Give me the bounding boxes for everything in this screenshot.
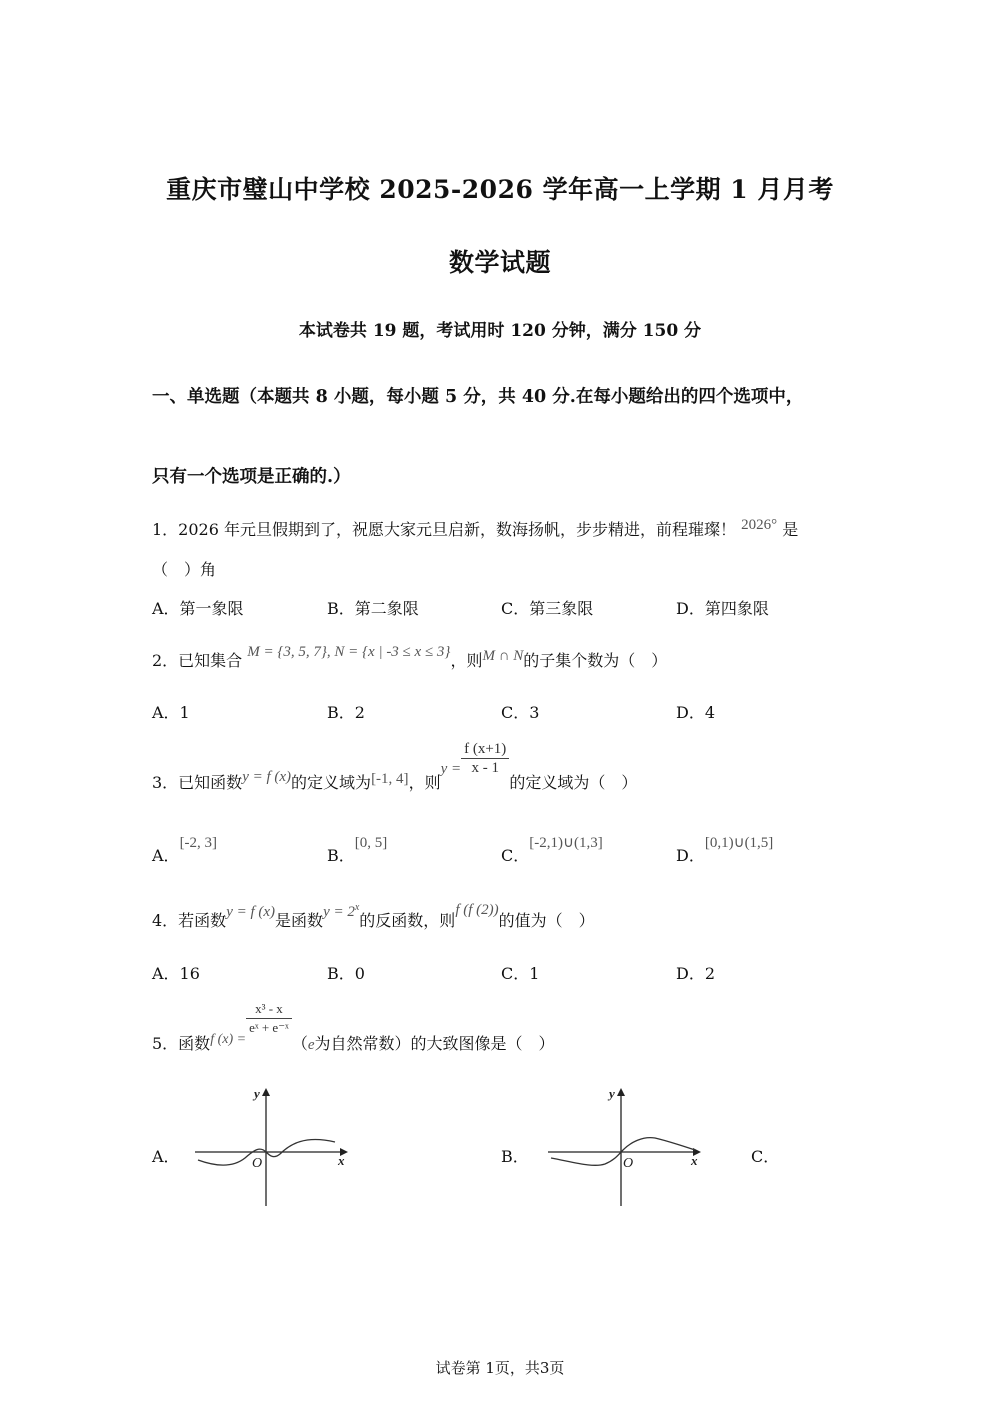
q5-fraction: [246, 1000, 292, 1037]
q4-option-d[interactable]: D．2: [676, 964, 716, 983]
q1-angle: 2026°: [741, 517, 778, 533]
q5-option-c-label: C．: [751, 1147, 780, 1166]
q4-option-c[interactable]: C．1: [501, 964, 540, 983]
q4-func: y = f (x): [226, 904, 276, 920]
q4-exp-base: y = 2: [323, 904, 355, 920]
q3-option-c[interactable]: [501, 835, 603, 866]
q3-option-d[interactable]: [676, 835, 774, 866]
exam-subject: 数学试题: [448, 248, 551, 277]
q5-fx: f (x) =: [210, 1032, 247, 1047]
q3-text: 3．已知函数: [152, 773, 243, 792]
q1-option-d[interactable]: D．第四象限: [676, 599, 769, 618]
q1-option-c[interactable]: C．第三象限: [501, 599, 594, 618]
q2-set-m: M = {3, 5, 7}: [247, 644, 327, 660]
q3-option-d-value: [0,1)∪(1,5]: [704, 835, 774, 851]
q4-exp-func: [323, 904, 359, 920]
q4-text-mid2: 的反函数，则: [359, 911, 456, 930]
q3-text-end: 的定义域为（ ）: [509, 773, 638, 792]
q2-option-c[interactable]: C．3: [501, 703, 540, 722]
q5-graph-b-x-label: x: [691, 1153, 698, 1168]
q3-option-b-value: [0, 5]: [354, 835, 388, 851]
q5-graph-a-x-label: x: [338, 1153, 345, 1168]
question-2: [152, 644, 668, 671]
q5-option-a[interactable]: [152, 1144, 180, 1167]
q3-option-c-value: [-2,1)∪(1,3]: [529, 835, 603, 851]
q5-graph-a-y-label: y: [254, 1086, 260, 1101]
q3-option-b-label: B．: [327, 846, 355, 865]
q4-text: 4．若函数: [152, 911, 227, 930]
q4-exp-power: x: [354, 902, 360, 913]
exam-info: 本试卷共 19 题，考试用时 120 分钟，满分 150 分: [298, 321, 702, 341]
q2-set-n: N = {x | -3 ≤ x ≤ 3}: [334, 644, 451, 660]
q4-composite: f (f (2)): [455, 902, 499, 918]
q1-line2: （ ）角: [152, 560, 217, 579]
q3-numerator: f (x+1): [461, 740, 509, 759]
q3-y-eq: y =: [440, 761, 462, 777]
q3-option-a-value: [-2, 3]: [179, 835, 218, 851]
q4-text-mid1: 是函数: [275, 911, 324, 930]
q1-option-b[interactable]: B．第二象限: [327, 599, 419, 618]
q2-text: 2．已知集合: [152, 651, 243, 670]
section-heading-line2: 只有一个选项是正确的.）: [152, 467, 351, 487]
q3-domain: [-1, 4]: [371, 771, 409, 787]
q3-func: y = f (x): [242, 769, 292, 785]
q2-intersection: M ∩ N: [482, 648, 524, 664]
q4-option-a[interactable]: A．16: [152, 964, 200, 983]
question-4: [152, 902, 595, 931]
q3-text-mid2: ，则: [408, 773, 441, 792]
q4-text-end: 的值为（ ）: [498, 911, 595, 930]
q3-option-c-label: C．: [501, 846, 530, 865]
exam-title: 重庆市璧山中学校 2025-2026 学年高一上学期 1 月月考: [166, 175, 834, 204]
page-footer: 试卷第 1页，共3页: [435, 1359, 565, 1377]
q3-fraction: [461, 740, 509, 777]
question-1: [152, 517, 798, 540]
q5-graph-a-origin: O: [252, 1156, 263, 1171]
q5-graph-a[interactable]: [190, 1080, 360, 1210]
q5-graph-b[interactable]: [543, 1080, 713, 1210]
q5-numerator: x³ - x: [246, 1000, 292, 1019]
q2-option-b[interactable]: B．2: [327, 703, 365, 722]
q5-text-end: 为自然常数）的大致图像是（ ）: [314, 1034, 555, 1053]
q5-option-c[interactable]: [751, 1144, 779, 1167]
q1-text-end: 是: [782, 520, 799, 539]
q5-graph-b-y-label: y: [609, 1086, 615, 1101]
q4-option-b[interactable]: B．0: [327, 964, 365, 983]
q5-option-b[interactable]: [501, 1144, 529, 1167]
section-heading-line1: 一、单选题（本题共 8 小题，每小题 5 分，共 40 分.在每小题给出的四个选项中，: [152, 387, 804, 407]
q3-option-a-label: A．: [152, 846, 180, 865]
q2-sep: ,: [326, 644, 335, 660]
q5-option-b-label: B．: [501, 1147, 529, 1166]
q2-text-mid: ，则: [450, 651, 483, 670]
q5-option-a-label: A．: [152, 1147, 180, 1166]
q5-graph-b-origin: O: [623, 1156, 634, 1171]
q1-text: 1．2026 年元旦假期到了，祝愿大家元旦启新，数海扬帆，步步精进，前程璀璨！: [152, 520, 736, 539]
q2-text-end: 的子集个数为（ ）: [523, 651, 668, 670]
q2-option-a[interactable]: A．1: [152, 703, 190, 722]
q5-e-symbol: e: [307, 1037, 315, 1053]
q5-denominator: eˣ + e⁻ˣ: [249, 1020, 289, 1035]
q1-option-a[interactable]: A．第一象限: [152, 599, 244, 618]
q5-paren-open: （: [291, 1034, 308, 1053]
question-5: [152, 1000, 555, 1053]
q3-option-d-label: D．: [676, 846, 705, 865]
q3-denominator: x - 1: [471, 760, 499, 776]
q3-option-b[interactable]: [327, 835, 388, 866]
q5-text: 5．函数: [152, 1034, 211, 1053]
question-3: [152, 740, 638, 792]
q2-option-d[interactable]: D．4: [676, 703, 716, 722]
q3-option-a[interactable]: [152, 835, 218, 866]
q3-text-mid1: 的定义域为: [291, 773, 372, 792]
